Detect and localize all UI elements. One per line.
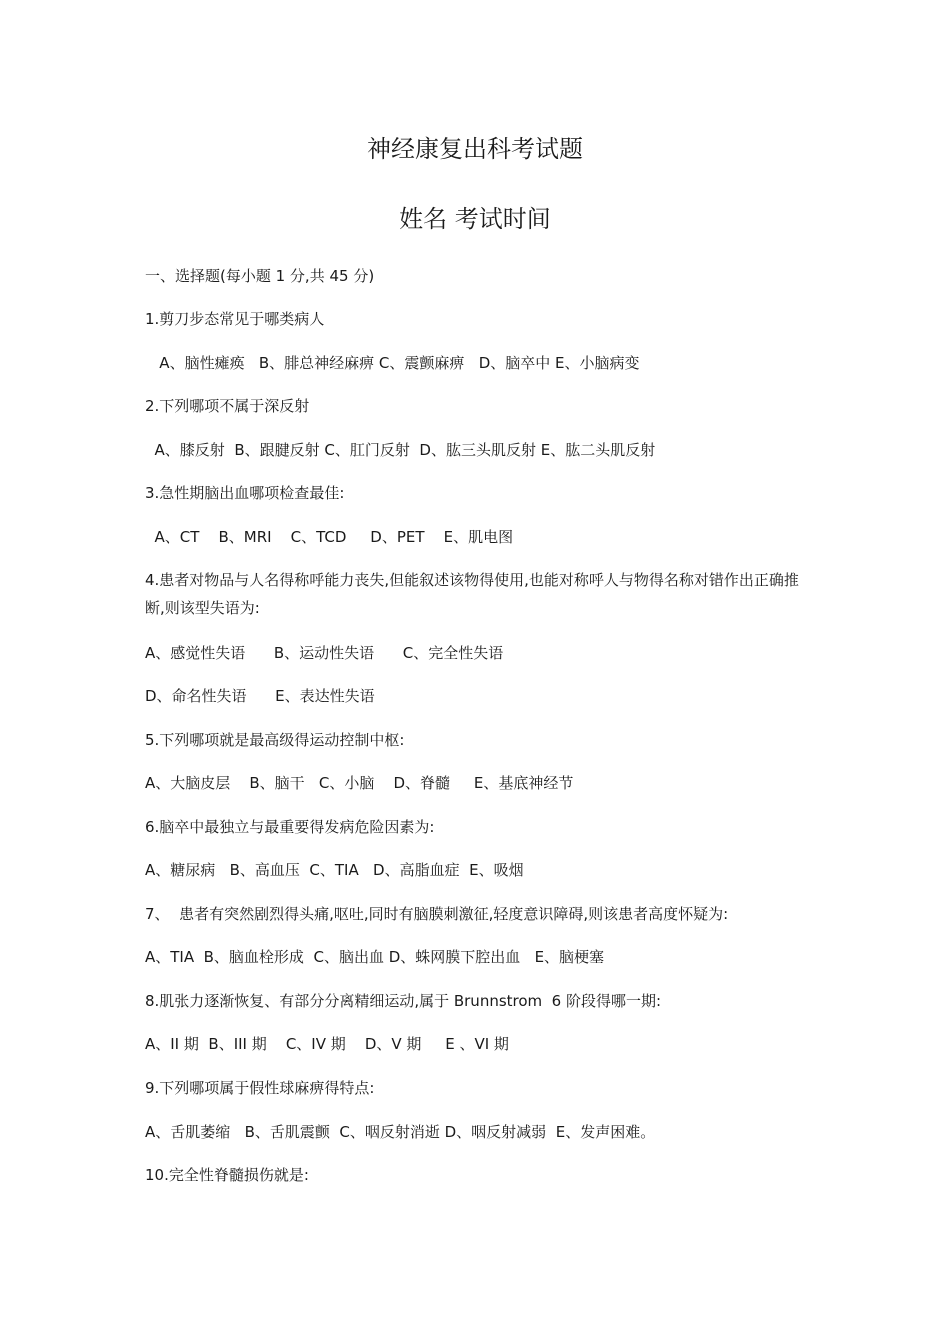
question-3-options: A、CT B、MRI C、TCD D、PET E、肌电图 [145,528,514,546]
question-6-options: A、糖尿病 B、高血压 C、TIA D、高脂血症 E、吸烟 [145,861,524,879]
question-7: 7、 患者有突然剧烈得头痛,呕吐,同时有脑膜刺激征,轻度意识障碍,则该患者高度怀疑为: [145,905,729,923]
section-heading: 一、选择题(每小题 1 分,共 45 分) [145,267,375,285]
question-2: 2.下列哪项不属于深反射 [145,397,310,415]
document-title: 神经康复出科考试题 [367,135,583,163]
question-4-options-a-c: A、感觉性失语 B、运动性失语 C、完全性失语 [145,644,504,662]
question-10: 10.完全性脊髓损伤就是: [145,1166,309,1184]
question-7-options: A、TIA B、脑血栓形成 C、脑出血 D、蛛网膜下腔出血 E、脑梗塞 [145,948,605,966]
question-3: 3.急性期脑出血哪项检查最佳: [145,484,345,502]
question-8: 8.肌张力逐渐恢复、有部分分离精细运动,属于 Brunnstrom 6 阶段得哪一期: [145,992,662,1010]
question-1-options: A、脑性瘫痪 B、腓总神经麻痹 C、震颤麻痹 D、脑卒中 E、小脑病变 [145,354,640,372]
question-9: 9.下列哪项属于假性球麻痹得特点: [145,1079,375,1097]
name-and-exam-time-line: 姓名 考试时间 [399,205,551,233]
question-1: 1.剪刀步态常见于哪类病人 [145,310,325,328]
question-5-options: A、大脑皮层 B、脑干 C、小脑 D、脊髓 E、基底神经节 [145,774,574,792]
question-4-options-d-e: D、命名性失语 E、表达性失语 [145,687,375,705]
question-9-options: A、舌肌萎缩 B、舌肌震颤 C、咽反射消逝 D、咽反射减弱 E、发声困难。 [145,1123,656,1141]
question-5: 5.下列哪项就是最高级得运动控制中枢: [145,731,405,749]
question-2-options: A、膝反射 B、跟腱反射 C、肛门反射 D、肱三头肌反射 E、肱二头肌反射 [145,441,656,459]
question-6: 6.脑卒中最独立与最重要得发病危险因素为: [145,818,435,836]
question-8-options: A、II 期 B、III 期 C、IV 期 D、V 期 E 、VI 期 [145,1035,509,1053]
question-4: 4.患者对物品与人名得称呼能力丧失,但能叙述该物得使用,也能对称呼人与物得名称对错作出正确推断,则该型失语为: [145,571,799,617]
